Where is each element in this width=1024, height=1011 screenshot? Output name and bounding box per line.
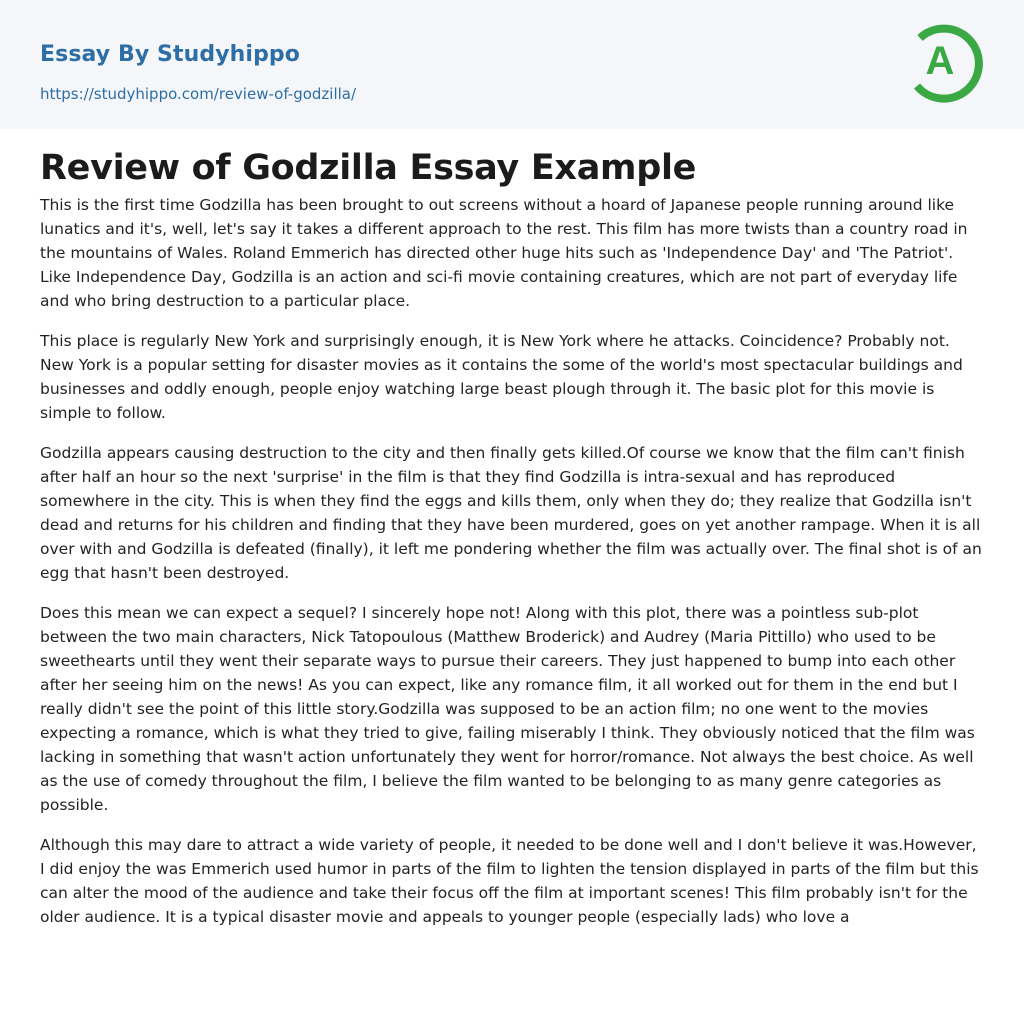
essay-url-link[interactable]: https://studyhippo.com/review-of-godzilla/: [40, 85, 357, 103]
page-header: [0, 0, 1024, 129]
site-brand[interactable]: Essay By Studyhippo: [40, 42, 300, 67]
studyhippo-logo-icon[interactable]: [912, 19, 988, 107]
article: [0, 129, 1024, 929]
logo-letter: A: [925, 39, 955, 83]
paragraph: Godzilla appears causing destruction to the city and then finally gets killed.Of course we know that the film can't finish after half an hour so the next 'surprise' in the film is that they find Godzilla is intra-sexual and has reproduced somewhere in the city. This is when they find the eggs and kills them, only when they do; they realize that Godzilla isn't dead and returns for his children and finding that they have been murdered, goes on yet another rampage. When it is all over with and Godzilla is defeated (finally), it left me pondering whether the film was actually over. The final shot is of an egg that hasn't been destroyed.: [40, 444, 982, 582]
page-title: Review of Godzilla Essay Example: [40, 148, 697, 188]
paragraph: This is the first time Godzilla has been brought to out screens without a hoard of Japanese people running around like lunatics and it's, well, let's say it takes a different approach to the rest. This film has more twists than a country road in the mountains of Wales. Roland Emmerich has directed other huge hits such as 'Independence Day' and 'The Patriot'. Like Independence Day, Godzilla is an action and sci-fi movie containing creatures, which are not part of everyday life and who bring destruction to a particular place.: [40, 196, 968, 310]
paragraph: Does this mean we can expect a sequel? I sincerely hope not! Along with this plot, there was a pointless sub-plot between the two main characters, Nick Tatopoulous (Matthew Broderick) and Audrey (Maria Pittillo) who used to be sweethearts until they went their separate ways to pursue their careers. They just happened to bump into each other after her seeing him on the news! As you can expect, like any romance film, it all worked out for them in the end but I really didn't see the point of this little story.Godzilla was supposed to be an action film; no one went to the movies expecting a romance, which is what they tried to give, failing miserably I think. They obviously noticed that the film was lacking in something that wasn't action unfortunately they went for horror/romance. Not always the best choice. As well as the use of comedy throughout the film, I believe the film wanted to be belonging to as many genre categories as possible.: [40, 604, 975, 814]
paragraph: Although this may dare to attract a wide variety of people, it needed to be done well and I don't believe it was.However, I did enjoy the was Emmerich used humor in parts of the film to lighten the tension displayed in parts of the film but this can alter the mood of the audience and take their focus off the film at important scenes! This film probably isn't for the older audience. It is a typical disaster movie and appeals to younger people (especially lads) who love a: [40, 836, 979, 926]
paragraph: This place is regularly New York and surprisingly enough, it is New York where he attacks. Coincidence? Probably not. New York is a popular setting for disaster movies as it contains the some of the world's most spectacular buildings and businesses and oddly enough, people enjoy watching large beast plough through it. The basic plot for this movie is simple to follow.: [40, 332, 963, 422]
